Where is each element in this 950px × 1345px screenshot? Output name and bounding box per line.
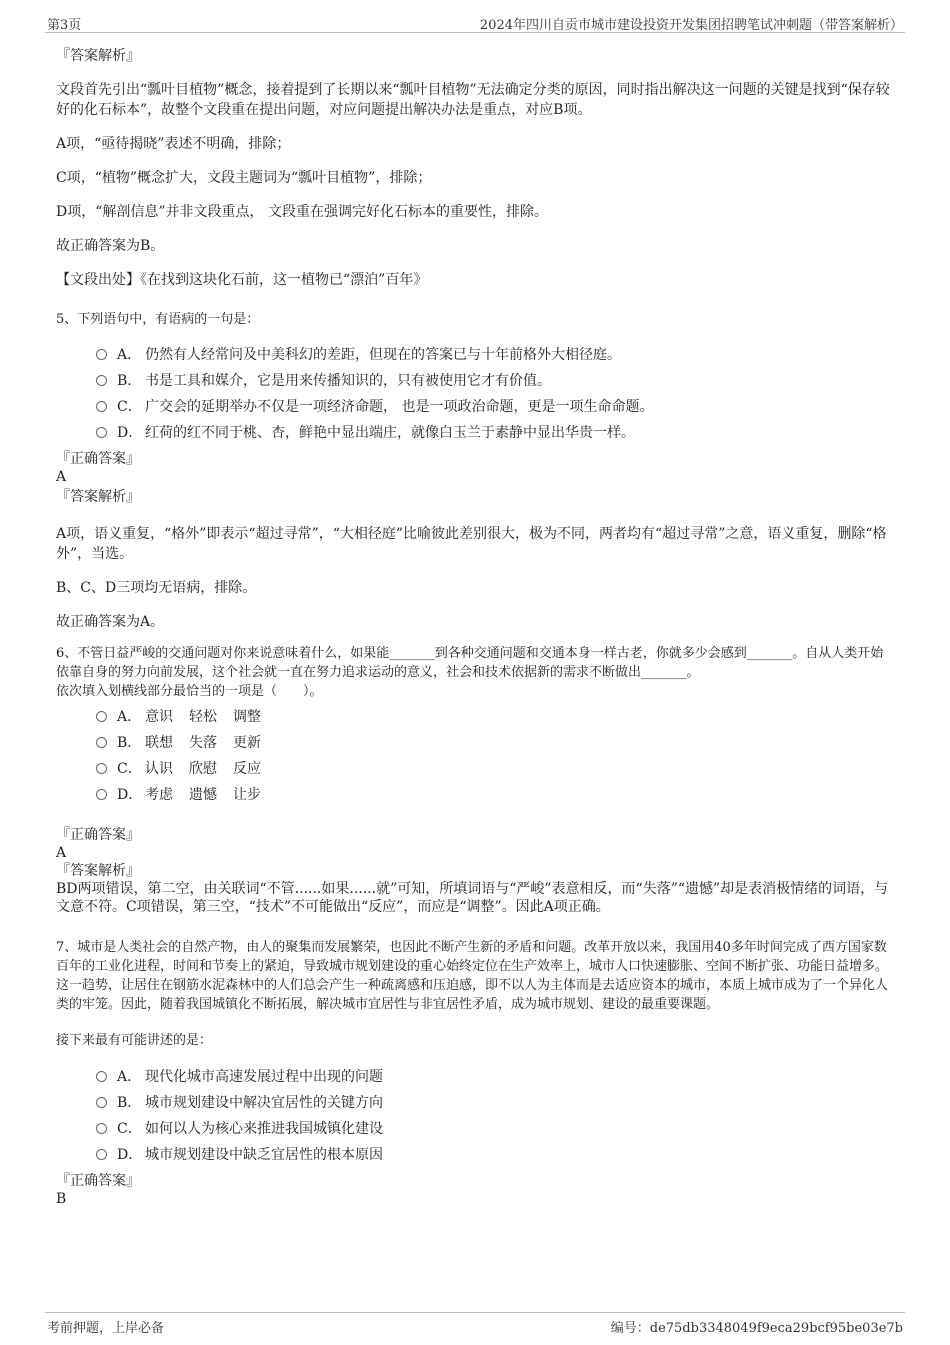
q5-analysis-label: 『答案解析』 — [56, 489, 140, 505]
option-text: 现代化城市高速发展过程中出现的问题 — [145, 1069, 383, 1085]
q5-answer-value: A — [56, 469, 67, 485]
q6-instruction: 依次填入划横线部分最恰当的一项是（ ）。 — [56, 684, 323, 699]
page-header — [45, 12, 905, 33]
q5-answer-label: 『正确答案』 — [56, 451, 140, 467]
option-letter: C． — [117, 1121, 142, 1137]
radio-icon[interactable] — [96, 401, 107, 412]
option-letter: B． — [117, 373, 142, 389]
radio-icon[interactable] — [96, 737, 107, 748]
q5-stem: 5、下列语句中，有语病的一句是： — [56, 312, 260, 327]
q5-options — [96, 342, 653, 446]
page-number: 第3页 — [47, 18, 82, 33]
q7-option-c[interactable] — [96, 1116, 383, 1142]
option-letter: B． — [117, 735, 142, 751]
option-word: 欣慰 — [189, 761, 217, 777]
q4-source: 【文段出处】《在找到这块化石前，这一植物已“漂泊”百年》 — [56, 272, 428, 288]
q7-prompt: 接下来最有可能讲述的是： — [56, 1033, 213, 1048]
radio-icon[interactable] — [96, 711, 107, 722]
q4-analysis-d: D项，“解剖信息”并非文段重点， 文段重在强调完好化石标本的重要性，排除。 — [56, 204, 548, 220]
page-footer — [45, 1312, 905, 1337]
q6-analysis-label: 『答案解析』 — [56, 863, 140, 879]
option-word: 让步 — [233, 787, 261, 803]
q6-answer-label: 『正确答案』 — [56, 827, 140, 843]
option-letter: C． — [117, 761, 142, 777]
q6-option-b[interactable] — [96, 730, 277, 756]
option-letter: D． — [117, 1147, 143, 1163]
option-word: 考虑 — [145, 787, 173, 803]
option-letter: A． — [117, 347, 142, 363]
q4-analysis — [56, 46, 896, 290]
q7-option-d[interactable] — [96, 1142, 383, 1168]
q5-analysis — [56, 524, 896, 632]
q6-question: 6、不管日益严峻的交通问题对你来说意味着什么，如果能_______到各种交通问题和交通本身一样古老，你就多少会感到_______。自从人类开始依靠自身的努力向前发展，这个社会就一直在努力追求运动的意义，社会和技术依据新的需求不断做出_______。 — [56, 646, 884, 680]
option-word: 反应 — [233, 761, 261, 777]
option-letter: D． — [117, 425, 143, 441]
radio-icon[interactable] — [96, 1097, 107, 1108]
q6-answer-value: A — [56, 845, 67, 861]
q6-options — [96, 704, 277, 808]
option-word: 遗憾 — [189, 787, 217, 803]
option-word: 认识 — [145, 761, 173, 777]
q4-analysis-c: C项，“植物”概念扩大，文段主题词为“瓢叶目植物”，排除； — [56, 170, 432, 186]
radio-icon[interactable] — [96, 1123, 107, 1134]
option-word: 轻松 — [189, 709, 217, 725]
document-code: 编号：de75db3348049f9eca29bcf95be03e7b — [610, 1321, 903, 1336]
q5-option-c[interactable] — [96, 394, 653, 420]
q5-option-b[interactable] — [96, 368, 653, 394]
option-text: 城市规划建设中缺乏宜居性的根本原因 — [145, 1147, 383, 1163]
option-letter: A． — [117, 1069, 142, 1085]
option-text: 如何以人为核心来推进我国城镇化建设 — [145, 1121, 383, 1137]
q6-analysis: BD两项错误，第二空，由关联词“不管......如果......就”可知，所填词语与“严峻”表意相反，而“失落”“遗憾”却是表消极情绪的词语，与文意不符。C项错误，第三空，“技术”不可能做出“反应”，而应是“调整”。因此A项正确。 — [56, 881, 889, 915]
radio-icon[interactable] — [96, 1149, 107, 1160]
option-word: 失落 — [189, 735, 217, 751]
q5-analysis-a: A项，语义重复，“格外”即表示“超过寻常”，“大相径庭”比喻彼此差别很大，极为不同，两者均有“超过寻常”之意，语义重复，删除“格外”，当选。 — [56, 526, 887, 562]
document-title: 2024年四川自贡市城市建设投资开发集团招聘笔试冲刺题（带答案解析） — [479, 18, 903, 33]
q7-options — [96, 1064, 383, 1168]
q6-option-c[interactable] — [96, 756, 277, 782]
q4-analysis-main: 文段首先引出“瓢叶目植物”概念，接着提到了长期以来“瓢叶目植物”无法确定分类的原因，同时指出解决这一问题的关键是找到“保存较好的化石标本”，故整个文段重在提出问题，对应问题提出解决办法是重点，对应B项。 — [56, 82, 890, 118]
option-letter: B． — [117, 1095, 142, 1111]
q4-analysis-label: 『答案解析』 — [56, 48, 140, 64]
option-word: 意识 — [145, 709, 173, 725]
radio-icon[interactable] — [96, 1071, 107, 1082]
q6-answer — [56, 826, 896, 916]
q6-option-a[interactable] — [96, 704, 277, 730]
q6-option-d[interactable] — [96, 782, 277, 808]
q7-answer-value: B — [56, 1191, 67, 1207]
option-word: 更新 — [233, 735, 261, 751]
option-text: 书是工具和媒介，它是用来传播知识的，只有被使用它才有价值。 — [145, 373, 551, 389]
q4-analysis-a: A项，“亟待揭晓”表述不明确，排除； — [56, 136, 291, 152]
option-letter: A． — [117, 709, 142, 725]
q7-answer — [56, 1172, 896, 1208]
option-word: 调整 — [233, 709, 261, 725]
option-text: 城市规划建设中解决宜居性的关键方向 — [145, 1095, 383, 1111]
q4-conclusion: 故正确答案为B。 — [56, 238, 165, 254]
radio-icon[interactable] — [96, 375, 107, 386]
radio-icon[interactable] — [96, 349, 107, 360]
q6-stem — [56, 644, 896, 701]
option-text: 红荷的红不同于桃、杏，鲜艳中显出端庄，就像白玉兰于素静中显出华贵一样。 — [145, 425, 635, 441]
q7-option-b[interactable] — [96, 1090, 383, 1116]
option-word: 联想 — [145, 735, 173, 751]
option-letter: D． — [117, 787, 143, 803]
q7-answer-label: 『正确答案』 — [56, 1173, 140, 1189]
radio-icon[interactable] — [96, 427, 107, 438]
q7-option-a[interactable] — [96, 1064, 383, 1090]
q7-stem: 7、城市是人类社会的自然产物，由人的聚集而发展繁荣，也因此不断产生新的矛盾和问题。改革开放以来，我国用40多年时间完成了西方国家数百年的工业化进程，时间和节奏上的紧迫，导致城市规划建设的重心始终定位在生产效率上，城市人口快速膨胀、空间不断扩张、功能日益增多。这一趋势，让居住在钢筋水泥森林中的人们总会产生一种疏离感和压迫感，即不以人为主体而是去适应资本的城市，本质上城市成为了一个异化人类的牢笼。因此，随着我国城镇化不断拓展，解决城市宜居性与非宜居性矛盾，成为城市规划、建设的最重要课题。 — [56, 940, 889, 1012]
q5-answer — [56, 450, 896, 506]
q5-option-d[interactable] — [96, 420, 653, 446]
option-text: 仍然有人经常问及中美科幻的差距，但现在的答案已与十年前格外大相径庭。 — [145, 347, 621, 363]
q5-option-a[interactable] — [96, 342, 653, 368]
q5-analysis-bcd: B、C、D三项均无语病，排除。 — [56, 580, 257, 596]
q5-conclusion: 故正确答案为A。 — [56, 614, 165, 630]
radio-icon[interactable] — [96, 789, 107, 800]
option-text: 广交会的延期举办不仅是一项经济命题， 也是一项政治命题，更是一项生命命题。 — [145, 399, 654, 415]
option-letter: C． — [117, 399, 142, 415]
radio-icon[interactable] — [96, 763, 107, 774]
footer-slogan: 考前押题，上岸必备 — [47, 1321, 165, 1336]
